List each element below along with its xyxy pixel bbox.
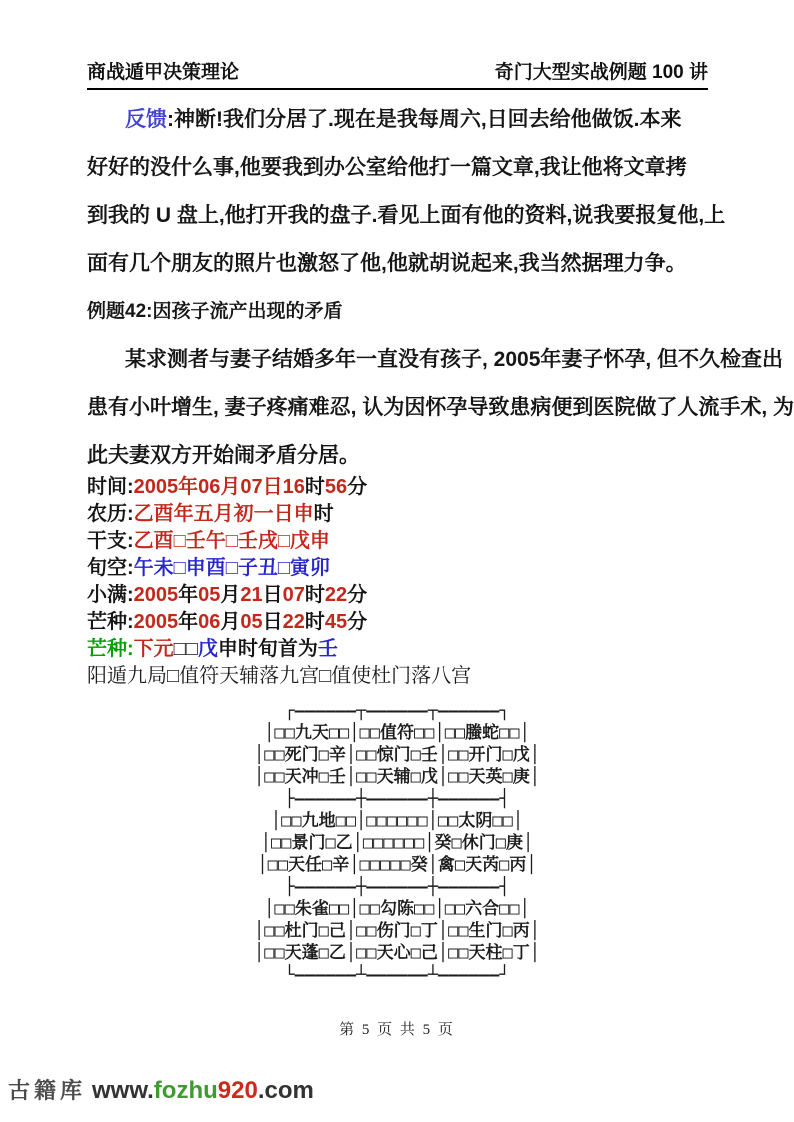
info-segment: 56 (324, 476, 348, 498)
info-label: 小满: (87, 584, 134, 606)
info-segment: 午未□申酉□子丑□寅卯 (133, 557, 330, 579)
info-block (87, 474, 754, 690)
info-label: 农历: (87, 503, 134, 525)
header-rule (87, 88, 708, 90)
watermark-segment: .com (257, 1077, 314, 1104)
info-segment: 戊 (197, 638, 218, 660)
info-segment: 07 (282, 584, 305, 606)
info-segment: 壬 (317, 638, 338, 660)
info-line (87, 474, 754, 501)
pan-ju-line: 阳遁九局□值符天辅落九宫□值使杜门落八宫 (87, 665, 472, 687)
paragraph-line (87, 384, 794, 432)
info-segment: 日 (262, 611, 283, 633)
paragraph-text: :神断!我们分居了.现在是我每周六,日回去给他做饭.本来 (167, 108, 682, 131)
info-segment: 21 (240, 584, 263, 606)
grid-line: │□□景门□乙│□□□□□□│癸□休门□庚│ (260, 833, 534, 853)
info-segment: 2005 (133, 584, 179, 606)
grid-line: │□□天任□辛│□□□□□癸│禽□天芮□丙│ (257, 855, 537, 875)
watermark-segment: www. (92, 1077, 154, 1104)
paragraph-line (87, 240, 754, 288)
grid-line: │□□九天□□│□□值符□□│□□螣蛇□□│ (264, 723, 530, 743)
info-line (87, 636, 754, 663)
paragraph-text: 此夫妻双方开始闹矛盾分居。 (87, 444, 360, 467)
info-line (87, 501, 754, 528)
grid-line: │□□杜门□己│□□伤门□丁│□□生门□丙│ (253, 921, 541, 941)
grid-line: ┌——————┬——————┬——————┐ (284, 701, 510, 721)
feedback-label: 反馈 (125, 108, 167, 131)
example-heading: 例题42:因孩子流产出现的矛盾 (87, 301, 343, 322)
info-segment: 月 (220, 611, 241, 633)
header-title-left: 商战遁甲决策理论 (87, 62, 240, 83)
page-number: 第 5 页 共 5 页 (339, 1022, 455, 1038)
case-paragraph (87, 336, 794, 480)
info-segment: 时 (304, 584, 325, 606)
grid-line: │□□朱雀□□│□□勾陈□□│□□六合□□│ (264, 899, 530, 919)
info-segment: 2005年06月07日16 (133, 476, 305, 498)
paragraph-text: 患有小叶增生, 妻子疼痛难忍, 认为因怀孕导致患病便到医院做了人流手术, 为 (87, 396, 794, 419)
info-segment: 日 (262, 584, 283, 606)
grid-line: │□□天冲□壬│□□天辅□戊│□□天英□庚│ (253, 767, 541, 787)
grid-line: │□□死门□辛│□□惊门□壬│□□开门□戊│ (253, 745, 541, 765)
watermark (8, 1074, 314, 1105)
page-header (87, 57, 708, 84)
watermark-segment: 920 (217, 1077, 258, 1104)
info-segment: 45 (324, 611, 348, 633)
paragraph-text: 好好的没什么事,他要我到办公室给他打一篇文章,我让他将文章拷 (87, 156, 687, 179)
info-segment: 05 (240, 611, 263, 633)
grid-line: ├——————┼——————┼——————┤ (284, 789, 510, 809)
info-label: 旬空: (87, 557, 134, 579)
info-label: 芒种: (87, 611, 134, 633)
info-label: 芒种: (87, 638, 134, 660)
grid-line: ├——————┼——————┼——————┤ (284, 877, 510, 897)
info-segment: 下元 (133, 638, 174, 660)
info-segment: 年 (178, 584, 199, 606)
info-segment: 分 (347, 584, 368, 606)
info-segment: 时 (313, 503, 334, 525)
paragraph-line (87, 144, 754, 192)
info-segment: 乙酉年五月初一日申 (133, 503, 314, 525)
info-segment: 2005 (133, 611, 179, 633)
paragraph-text: 面有几个朋友的照片也激怒了他,他就胡说起来,我当然据理力争。 (87, 252, 687, 275)
feedback-paragraph (87, 96, 754, 288)
grid-line: │□□天蓬□乙│□□天心□己│□□天柱□丁│ (253, 943, 541, 963)
info-segment: □□ (173, 638, 198, 660)
paragraph-line (87, 432, 754, 480)
info-segment: 分 (347, 476, 368, 498)
header-title-right: 奇门大型实战例题 100 讲 (494, 62, 708, 83)
paragraph-line (87, 336, 784, 384)
info-segment: 时 (304, 611, 325, 633)
info-segment: 年 (178, 611, 199, 633)
paragraph-line (87, 192, 754, 240)
watermark-segment: 古籍库 (8, 1078, 87, 1103)
info-segment: 分 (347, 611, 368, 633)
info-segment: 05 (198, 584, 221, 606)
info-segment: 06 (198, 611, 221, 633)
paragraph-text: 某求测者与妻子结婚多年一直没有孩子, 2005年妻子怀孕, 但不久检查出 (125, 348, 784, 371)
info-label: 干支: (87, 530, 134, 552)
grid-line: └——————┴——————┴——————┘ (284, 965, 510, 985)
grid-line: │□□九地□□│□□□□□□│□□太阴□□│ (270, 811, 524, 831)
info-line (87, 528, 754, 555)
info-segment: 月 (220, 584, 241, 606)
info-segment: 乙酉□壬午□壬戌□戊申 (133, 530, 330, 552)
info-segment: 申时旬首为 (217, 638, 318, 660)
info-segment: 时 (304, 476, 325, 498)
info-line (87, 609, 754, 636)
watermark-segment: fozhu (153, 1077, 218, 1104)
info-label: 时间: (87, 476, 134, 498)
paragraph-line (87, 96, 754, 144)
qimen-grid (0, 700, 794, 986)
info-line (87, 555, 754, 582)
info-line (87, 582, 754, 609)
info-segment: 22 (282, 611, 305, 633)
info-segment: 22 (324, 584, 348, 606)
paragraph-text: 到我的 U 盘上,他打开我的盘子.看见上面有他的资料,说我要报复他,上 (87, 204, 726, 227)
